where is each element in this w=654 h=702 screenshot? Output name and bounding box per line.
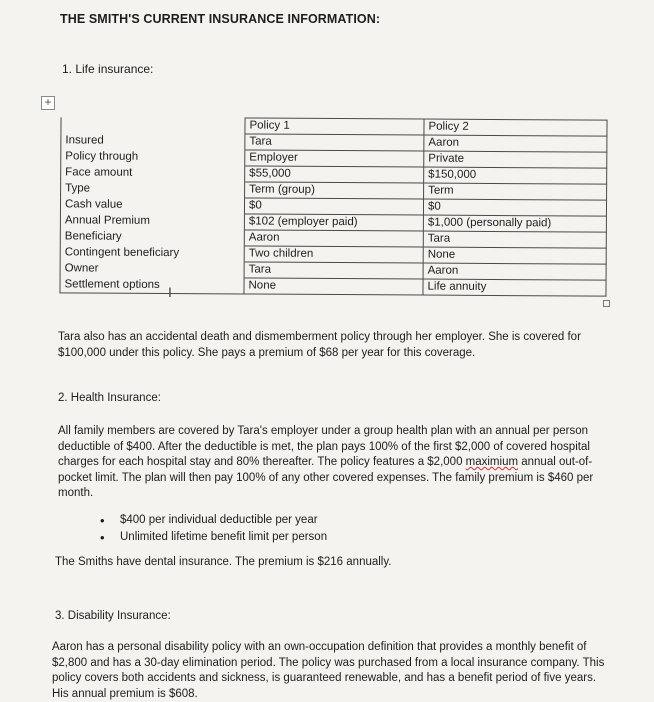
- table-cell: $0: [244, 198, 423, 215]
- table-label: Cash value: [60, 197, 244, 214]
- text-cursor-icon: I: [168, 284, 172, 300]
- table-cell: Two children: [244, 246, 423, 263]
- section-heading-health: 2. Health Insurance:: [58, 392, 161, 404]
- page-title: THE SMITH'S CURRENT INSURANCE INFORMATION:: [60, 12, 381, 26]
- add-paragraph: Tara also has an accidental death and dismemberment policy through her employer. She is covered for $100,000 under this policy. She pays a premium of $68 per year for this coverage.: [58, 331, 581, 359]
- table-cell: None: [244, 278, 423, 295]
- table-cell: $150,000: [424, 167, 607, 184]
- table-label: Annual Premium: [60, 213, 244, 230]
- table-cell: Term (group): [245, 182, 424, 199]
- table-label: Type: [61, 181, 245, 198]
- table-cell: $102 (employer paid): [244, 214, 423, 231]
- table-cell: Private: [424, 151, 607, 168]
- table-cell: Tara: [423, 231, 606, 248]
- table-cell: Tara: [245, 134, 424, 151]
- table-label: Beneficiary: [60, 229, 244, 246]
- table-label: Settlement options: [60, 277, 244, 294]
- health-text-end: annual out-of-pocket limit. The plan will then pay 100% of any other covered expenses. The family premium is $460 per month.: [58, 456, 594, 499]
- health-text-start: All family members are covered by Tara's employer under a group health plan with an annual per person deductible of $400. After the deductible is met, the plan pays 100% of the first $2,000 of covered hospital charges for each hospital stay and 80% thereafter. The policy features a $2,000: [58, 425, 590, 468]
- table-cell: $0: [423, 199, 606, 216]
- table-resize-handle-icon[interactable]: [603, 300, 610, 307]
- table-header-policy1: Policy 1: [245, 118, 424, 135]
- table-cell: $1,000 (personally paid): [423, 215, 606, 232]
- table-label: Contingent beneficiary: [60, 245, 244, 262]
- dental-text: The Smiths have dental insurance. The premium is $216 annually.: [55, 556, 392, 568]
- table-label: Insured: [61, 133, 245, 150]
- table-cell-empty: [61, 117, 245, 134]
- section-heading-life: 1. Life insurance:: [62, 62, 154, 76]
- list-item: • Unlimited lifetime benefit limit per person: [120, 529, 327, 546]
- section-heading-disability: 3. Disability Insurance:: [55, 610, 171, 622]
- table-cell: Employer: [245, 150, 424, 167]
- life-insurance-table: [59, 116, 607, 296]
- table-move-handle-icon[interactable]: +: [41, 96, 55, 110]
- table-header-policy2: Policy 2: [424, 119, 607, 136]
- table-cell: Aaron: [424, 135, 607, 152]
- misspelled-word: maximium: [465, 456, 519, 468]
- table-label: Face amount: [61, 165, 245, 182]
- health-paragraph: [58, 424, 616, 502]
- table-cell: Term: [424, 183, 607, 200]
- table-cell: $55,000: [245, 166, 424, 183]
- list-item: • $400 per individual deductible per year: [120, 512, 327, 529]
- table-cell: Tara: [244, 262, 423, 279]
- health-bullets: [120, 512, 327, 546]
- table-cell: None: [423, 247, 606, 264]
- table-label: Policy through: [61, 149, 245, 166]
- table-row: [60, 277, 606, 296]
- table-cell: Life annuity: [423, 279, 606, 296]
- table-label: Owner: [60, 261, 244, 278]
- table-cell: Aaron: [244, 230, 423, 247]
- table-cell: Aaron: [423, 263, 606, 280]
- disability-paragraph: Aaron has a personal disability policy with an own-occupation definition that provides a monthly benefit of $2,800 and has a 30-day elimination period. The policy was purchased from a local insurance company. This policy covers both accidents and sickness, is guaranteed renewable, and has a benefit period of five years. His annual premium is $608.: [52, 641, 605, 700]
